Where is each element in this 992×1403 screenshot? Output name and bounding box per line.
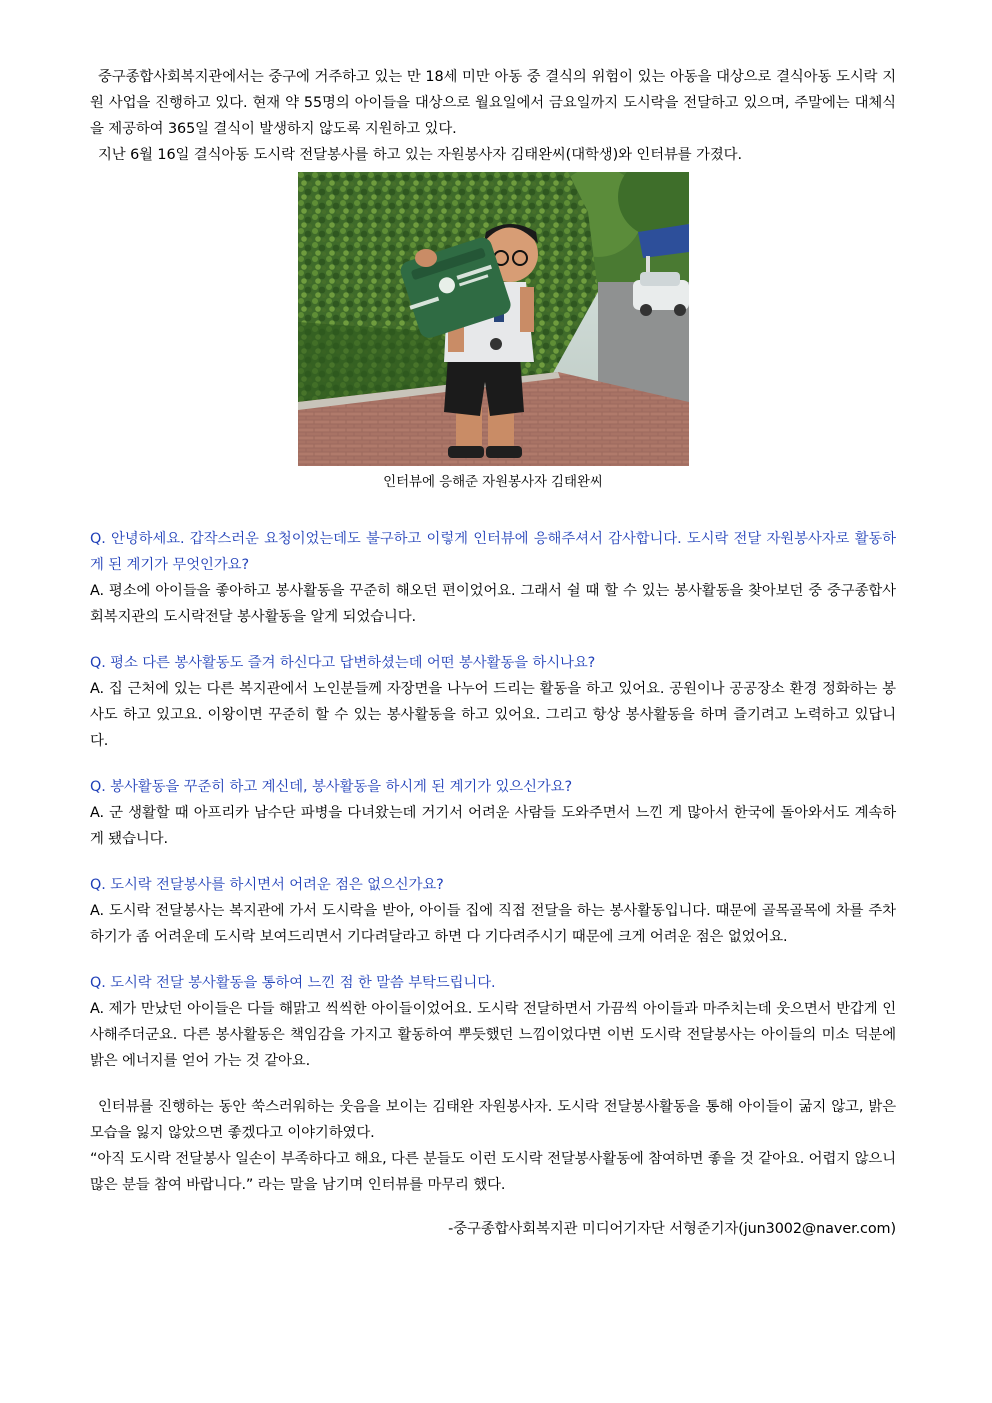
answer-5: A. 제가 만났던 아이들은 다들 해맑고 씩씩한 아이들이었어요. 도시락 전달하면서 가끔씩 아이들과 마주치는데 웃으면서 반갑게 인사해주더군요. 다른 봉사활동은 책임감을 가지고 활동하여 뿌듯했던 느낌이었다면 이번 도시락 전달봉사는 아이들의 미소 덕분에 밝은 에너지를 얻어 가는 것 같아요. xyxy=(90,1001,896,1069)
question-3: Q. 봉사활동을 꾸준히 하고 계신데, 봉사활동을 하시게 된 계기가 있으신가요? xyxy=(90,779,573,795)
closing-section xyxy=(90,1094,896,1198)
author-signature: -중구종합사회복지관 미디어기자단 서형준기자(jun3002@naver.com) xyxy=(448,1221,896,1237)
qa-block-4 xyxy=(90,872,896,950)
intro-paragraph-2: 지난 6월 16일 결식아동 도시락 전달봉사를 하고 있는 자원봉사자 김태완씨(대학생)와 인터뷰를 가졌다. xyxy=(98,147,742,163)
answer-2: A. 집 근처에 있는 다른 복지관에서 노인분들께 자장면을 나누어 드리는 활동을 하고 있어요. 공원이나 공공장소 환경 정화하는 봉사도 하고 있고요. 이왕이면 꾸준히 할 수 있는 봉사활동을 하고 있어요. 그리고 항상 봉사활동을 하며 즐기려고 노력하고 있답니다. xyxy=(90,681,896,749)
photo-figure xyxy=(90,172,896,492)
closing-paragraph-1: 인터뷰를 진행하는 동안 쑥스러워하는 웃음을 보이는 김태완 자원봉사자. 도시락 전달봉사활동을 통해 아이들이 굶지 않고, 밝은 모습을 잃지 않았으면 좋겠다고 이야기하였다. xyxy=(90,1099,896,1141)
question-2: Q. 평소 다른 봉사활동도 즐겨 하신다고 답변하셨는데 어떤 봉사활동을 하시나요? xyxy=(90,655,596,671)
closing-paragraph-2: “아직 도시락 전달봉사 일손이 부족하다고 해요, 다른 분들도 이런 도시락 전달봉사활동에 참여하면 좋을 것 같아요. 어렵지 않으니 많은 분들 참여 바랍니다.” 라는 말을 남기며 인터뷰를 마무리 했다. xyxy=(90,1151,896,1193)
question-5: Q. 도시락 전달 봉사활동을 통하여 느낀 점 한 말씀 부탁드립니다. xyxy=(90,975,496,991)
question-1: Q. 안녕하세요. 갑작스러운 요청이었는데도 불구하고 이렇게 인터뷰에 응해주셔서 감사합니다. 도시락 전달 자원봉사자로 활동하게 된 계기가 무엇인가요? xyxy=(90,531,896,573)
qa-block-1 xyxy=(90,526,896,630)
article-body xyxy=(90,64,896,1242)
answer-4: A. 도시락 전달봉사는 복지관에 가서 도시락을 받아, 아이들 집에 직접 전달을 하는 봉사활동입니다. 때문에 골목골목에 차를 주차하기가 좀 어려운데 도시락 보여드리면서 기다려달라고 하면 다 기다려주시기 때문에 크게 어려운 점은 없었어요. xyxy=(90,903,896,945)
qa-block-3 xyxy=(90,774,896,852)
qa-block-5 xyxy=(90,970,896,1074)
question-4: Q. 도시락 전달봉사를 하시면서 어려운 점은 없으신가요? xyxy=(90,877,444,893)
volunteer-photo xyxy=(298,172,689,466)
answer-1: A. 평소에 아이들을 좋아하고 봉사활동을 꾸준히 해오던 편이었어요. 그래서 쉴 때 할 수 있는 봉사활동을 찾아보던 중 중구종합사회복지관의 도시락전달 봉사활동을 알게 되었습니다. xyxy=(90,583,896,625)
answer-3: A. 군 생활할 때 아프리카 남수단 파병을 다녀왔는데 거기서 어려운 사람들 도와주면서 느낀 게 많아서 한국에 돌아와서도 계속하게 됐습니다. xyxy=(90,805,896,847)
intro-paragraph-1: 중구종합사회복지관에서는 중구에 거주하고 있는 만 18세 미만 아동 중 결식의 위험이 있는 아동을 대상으로 결식아동 도시락 지원 사업을 진행하고 있다. 현재 약 55명의 아이들을 대상으로 월요일에서 금요일까지 도시락을 전달하고 있으며, 주말에는 대체식을 제공하여 365일 결식이 발생하지 않도록 지원하고 있다. xyxy=(90,69,896,137)
photo-caption: 인터뷰에 응해준 자원봉사자 김태완씨 xyxy=(383,474,603,490)
qa-block-2 xyxy=(90,650,896,754)
